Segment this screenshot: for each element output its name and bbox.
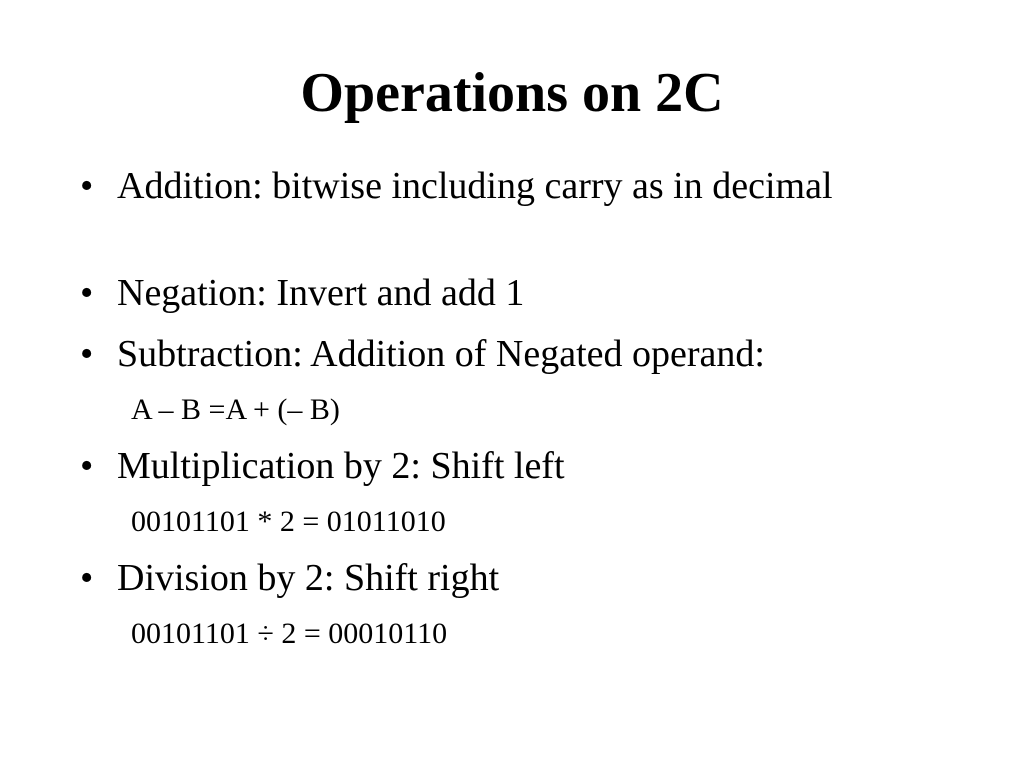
bullet-text: Addition: bitwise including carry as in decimal: [117, 165, 833, 207]
bullet-marker: •: [80, 333, 94, 375]
sub-item-division-example: 00101101 ÷ 2 = 00010110: [131, 617, 448, 650]
sub-item-subtraction-formula: A – B =A + (– B): [131, 393, 340, 426]
bullet-item-addition: [80, 163, 940, 209]
bullet-item-multiplication: [80, 443, 940, 489]
bullet-item-division: [80, 555, 940, 601]
bullet-text: Division by 2: Shift right: [117, 557, 500, 599]
bullet-text: Multiplication by 2: Shift left: [117, 445, 565, 487]
bullet-text: Negation: Invert and add 1: [117, 272, 525, 314]
bullet-marker: •: [80, 272, 94, 314]
sub-item-multiplication-example: 00101101 * 2 = 01011010: [131, 505, 446, 538]
bullet-item-subtraction: [80, 331, 940, 377]
slide-title: Operations on 2C: [300, 62, 724, 124]
bullet-item-negation: [80, 270, 940, 316]
bullet-text: Subtraction: Addition of Negated operand:: [117, 333, 765, 375]
bullet-marker: •: [80, 445, 94, 487]
bullet-marker: •: [80, 557, 94, 599]
bullet-marker: •: [80, 165, 94, 207]
